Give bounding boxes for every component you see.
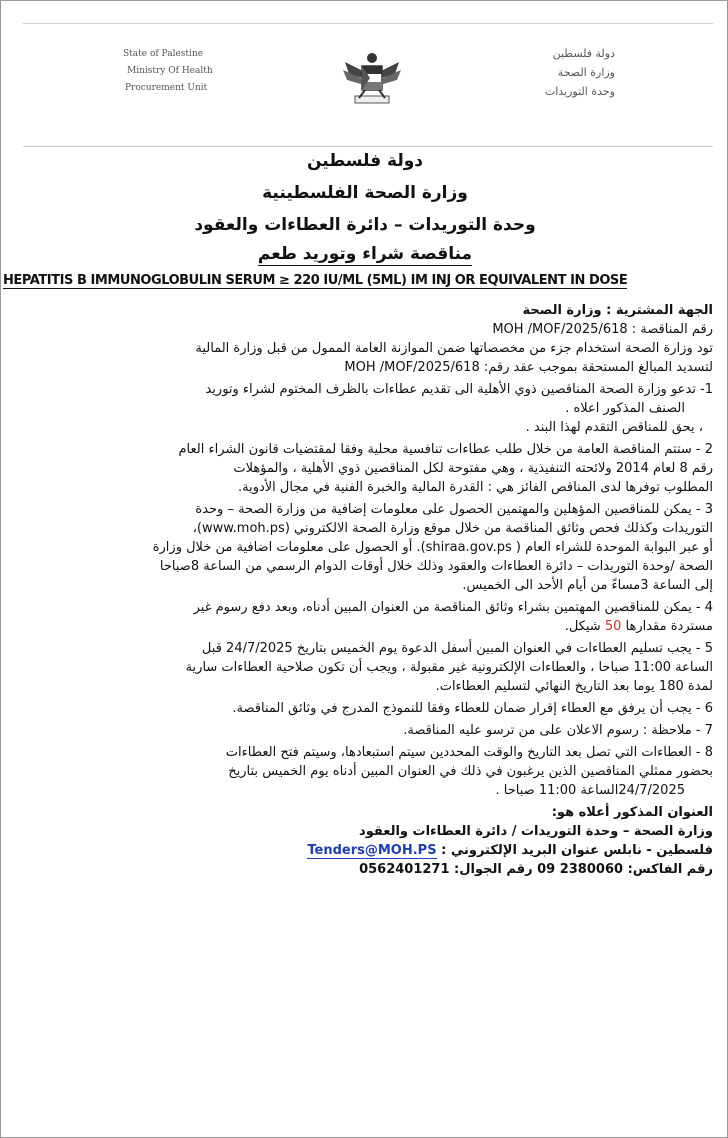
- clause-line: [7, 617, 713, 636]
- clause-1: [7, 380, 713, 437]
- clause-line: 24/7/2025الساعة 11:00 صباحا .: [495, 783, 685, 798]
- clause-line: 3 - يمكن للمناقصين المؤهلين والمهتمين الحصول على معلومات إضافية من وزارة الصحة – وحدة: [195, 502, 713, 517]
- letterhead-en-line: Ministry Of Health: [127, 66, 213, 76]
- item-description-text: HEPATITIS B IMMUNOGLOBULIN SERUM ≥ 220 IU/ML (5ML) IM INJ OR EQUIVALENT IN DOSE: [3, 273, 628, 288]
- intro-line-1: تود وزارة الصحة استخدام جزء من مخصصاتها ضمن الموازنة العامة الممول من قبل وزارة المالية: [195, 341, 713, 356]
- fee-currency: شيكل.: [564, 619, 601, 634]
- intro-line-2: [7, 358, 713, 377]
- clause-line: التوريدات وكذلك فحص وثائق المناقصة من خلال موقع وزارة الصحة الالكتروني (www.moh.ps)،: [192, 521, 713, 536]
- clause-line: 7 - ملاحظة : رسوم الاعلان على من ترسو عليه المناقصة.: [403, 723, 713, 738]
- clause-line: 8 - العطاءات التي تصل بعد التاريخ والوقت المحددين سيتم استبعادها، وسيتم فتح العطاءات: [225, 745, 713, 760]
- clause-line: 4 - يمكن للمناقصين المهتمين بشراء وثائق المناقصة من العنوان المبين أدناه، وبعد دفع رسوم غير: [193, 600, 713, 615]
- letterhead: [23, 23, 713, 147]
- clause-line: 6 - يجب أن يرفق مع العطاء إقرار ضمان للعطاء وفقا للنموذج المدرج في وثائق المناقصة.: [232, 701, 713, 716]
- letterhead-ar-line: وحدة التوريدات: [544, 85, 615, 98]
- clause-5: [7, 639, 713, 696]
- clause-line: الصحة /وحدة التوريدات – دائرة العطاءات والعقود وذلك خلال أوقات الدوام الرسمي من الساعة 8صباحا: [159, 559, 713, 574]
- clause-8: [7, 743, 713, 800]
- clause-line: رقم 8 لعام 2014 ولائحته التنفيذية ، وهي مفتوحة لكل المناقصين ذوي الأهلية ، والمؤهلات: [233, 461, 713, 476]
- intro-contract-number: MOH /MOF/2025/618: [344, 360, 480, 375]
- unit-title: وحدة التوريدات – دائرة العطاءات والعقود: [194, 215, 536, 235]
- address-line-2: [7, 841, 713, 860]
- clause-line: إلى الساعة 3مساءً من أيام الأحد الى الخميس.: [462, 578, 713, 593]
- clause-6: [7, 699, 713, 718]
- buyer-line: الجهة المشترية : وزارة الصحة: [522, 303, 713, 318]
- item-description: [3, 273, 727, 288]
- letterhead-ar-line: دولة فلسطين: [552, 47, 615, 60]
- clause-line: أو عبر البوابة الموحدة للشراء العام ( shiraa.gov.ps). أو الحصول على معلومات اضافية من خلال وزارة: [152, 540, 713, 555]
- clause-line: ، يحق للمناقص التقدم لهذا البند .: [525, 420, 703, 435]
- clause-line: بحضور ممثلي المناقصين الذين يرغبون في ذلك في العنوان المبين أدناه يوم الخميس بتاريخ: [228, 764, 713, 779]
- clause-line: الساعة 11:00 صباحا ، والعطاءات الإلكترونية غير مقبولة ، ويجب أن تكون صلاحية العطاءات سارية: [185, 660, 713, 675]
- clause-line: لمدة 180 يوما بعد التاريخ النهائي لتسليم العطاءات.: [435, 679, 713, 694]
- address-line-3: رقم الفاكس: 2380060 09 رقم الجوال: 0562401271: [359, 862, 713, 877]
- letterhead-en-line: Procurement Unit: [125, 83, 208, 93]
- state-title: دولة فلسطين: [306, 151, 424, 171]
- clause-7: [7, 721, 713, 740]
- clause-line: 1- تدعو وزارة الصحة المناقصين ذوي الأهلية الى تقديم عطاءات بالظرف المختوم لشراء وتوريد: [205, 382, 713, 397]
- clause-4: [7, 598, 713, 636]
- email-link[interactable]: Tenders@MOH.PS: [307, 843, 437, 858]
- ministry-title: وزارة الصحة الفلسطينية: [262, 183, 468, 203]
- tender-number-label: رقم المناقصة :: [631, 322, 713, 337]
- address-line-1: وزارة الصحة – وحدة التوريدات / دائرة العطاءات والعقود: [359, 824, 713, 839]
- clause-line: 2 - ستتم المناقصة العامة من خلال طلب عطاءات تنافسية محلية وفقا لمقتضيات قانون الشراء العام: [178, 442, 713, 457]
- email-label: فلسطين - نابلس عنوان البريد الإلكتروني :: [441, 843, 713, 858]
- clause-2: [7, 440, 713, 497]
- address-label: العنوان المذكور أعلاه هو:: [551, 805, 713, 820]
- fee-label: مستردة مقدارها: [625, 619, 713, 634]
- tender-number-line: [7, 320, 713, 339]
- clause-line: 5 - يجب تسليم العطاءات في العنوان المبين أسفل الدعوة يوم الخميس بتاريخ 24/7/2025 قبل: [201, 641, 713, 656]
- clause-line: المطلوب توفرها لدى المناقص الفائز هي : القدرة المالية والخبرة الفنية في مجال الأدوية.: [237, 480, 713, 495]
- fee-amount: 50: [604, 619, 622, 634]
- clause-line: الصنف المذكور اعلاه .: [565, 401, 685, 416]
- letterhead-english: [123, 46, 213, 97]
- palestine-eagle-emblem-icon: [337, 48, 407, 110]
- tender-number: MOH /MOF/2025/618: [492, 322, 628, 337]
- tender-title-text: مناقصة شراء وتوريد طعم: [257, 244, 473, 264]
- clause-3: [7, 500, 713, 595]
- letterhead-en-line: State of Palestine: [123, 49, 204, 59]
- intro-contract-label: لتسديد المبالغ المستحقة بموجب عقد رقم:: [483, 360, 713, 375]
- tender-title: [1, 244, 728, 264]
- address-block: [7, 803, 713, 879]
- letterhead-arabic: [545, 44, 615, 101]
- letterhead-ar-line: وزارة الصحة: [557, 66, 615, 79]
- announcement-body: [7, 301, 713, 879]
